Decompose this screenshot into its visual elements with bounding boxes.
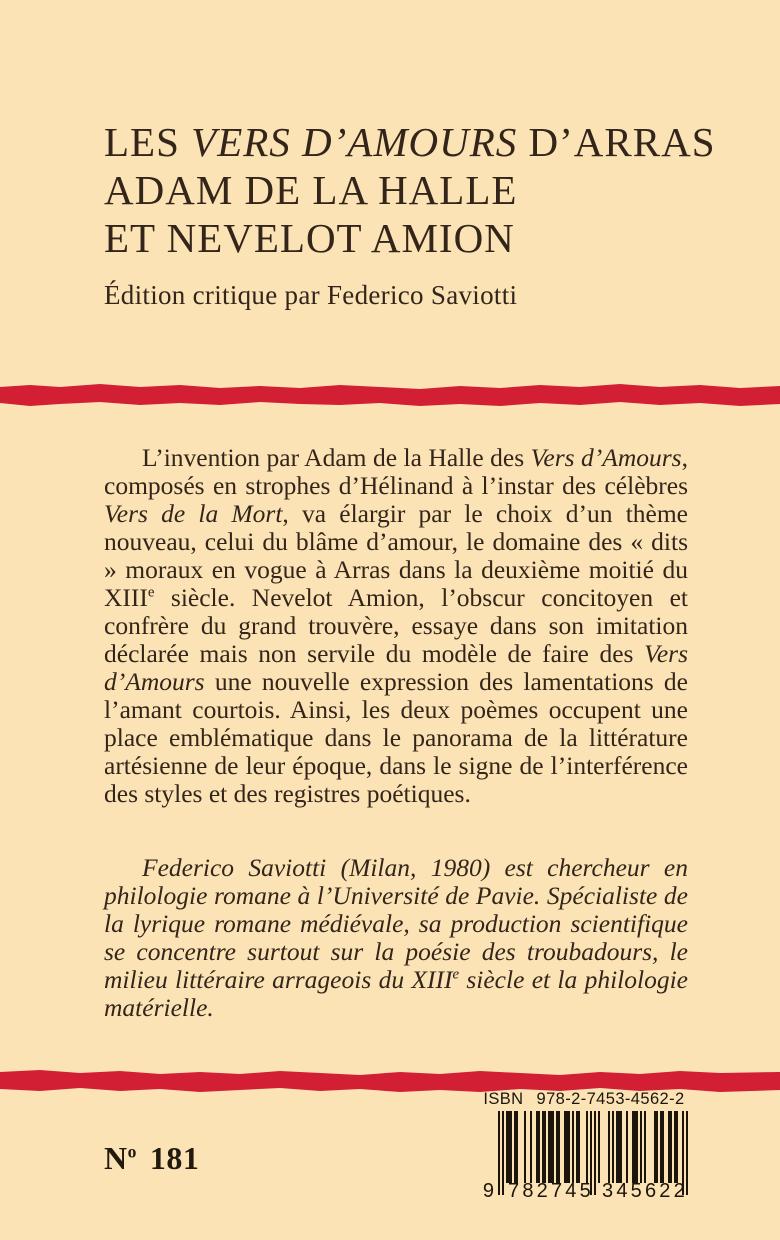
collection-number-value: 181 (149, 1140, 200, 1176)
book-title-line-1 (104, 118, 744, 166)
isbn-barcode-block (468, 1090, 700, 1206)
isbn-text-line (468, 1090, 700, 1109)
collection-number-ordinal: o (127, 1141, 137, 1162)
book-title-line-2: ADAM DE LA HALLE (104, 167, 518, 213)
title-text-darras: D’ARRAS (517, 119, 716, 165)
synopsis-italic-title: Vers de la Mort (104, 499, 283, 528)
roman-numeral-superscript: e (452, 966, 460, 983)
isbn-label: ISBN (483, 1090, 524, 1108)
isbn-number: 978-2-7453-4562-2 (536, 1090, 685, 1108)
synopsis-italic-title: Vers d’Amours (104, 639, 688, 696)
synopsis-text: une nouvelle expression des lamentations de l’amant courtois. Ainsi, les deux poèmes occupent une place emblématique dans le panorama de la littérature artésienne de leur époque, dans le signe de l’interférence des styles et des registres poétiques. (104, 667, 688, 808)
barcode-digit-lead: 9 (482, 1180, 494, 1202)
synopsis-text: , composés en strophes d’Hélinand à l’instar des célèbres (104, 443, 688, 500)
collection-number (104, 1140, 199, 1177)
book-title-line-3: ET NEVELOT AMION (104, 215, 515, 261)
roman-numeral-superscript: e (147, 584, 155, 601)
synopsis-paragraph (104, 444, 688, 808)
synopsis-text: , va élargir par le choix d’un thème nouveau, celui du blâme d’amour, le domaine des « dits » moraux en vogue à Arras dans la deuxième moitié du XIII (104, 499, 688, 612)
barcode-digits-left: 782745 (508, 1180, 594, 1202)
title-block (104, 118, 744, 311)
synopsis-text: siècle. Nevelot Amion, l’obscur concitoyen et confrère du grand trouvère, essaye dans son imitation déclarée mais non servile du modèle de faire des (104, 583, 688, 668)
title-text-vers-damours: VERS D’AMOURS (191, 119, 518, 165)
title-text-les: LES (104, 119, 192, 165)
bio-text: Federico Saviotti (Milan, 1980) est chercheur en philologie romane à l’Université de Pavie. Spécialiste de la lyrique romane médiévale, sa production scientifique se concentre surtout sur la poésie des troubadours, le milieu littéraire arrageois du XIII (104, 853, 688, 994)
bio-text: siècle et la philologie matérielle. (104, 965, 688, 1022)
red-brush-stripe-top (0, 378, 780, 408)
synopsis-text: L’invention par Adam de la Halle des (142, 443, 531, 472)
red-brush-stripe-bottom (0, 1062, 780, 1092)
collection-number-prefix: N (104, 1140, 128, 1176)
edition-subtitle: Édition critique par Federico Saviotti (104, 280, 518, 310)
barcode-digits-right: 345622 (602, 1180, 688, 1202)
author-bio-paragraph (104, 854, 688, 1022)
synopsis-italic-title: Vers d’Amours (530, 443, 682, 472)
